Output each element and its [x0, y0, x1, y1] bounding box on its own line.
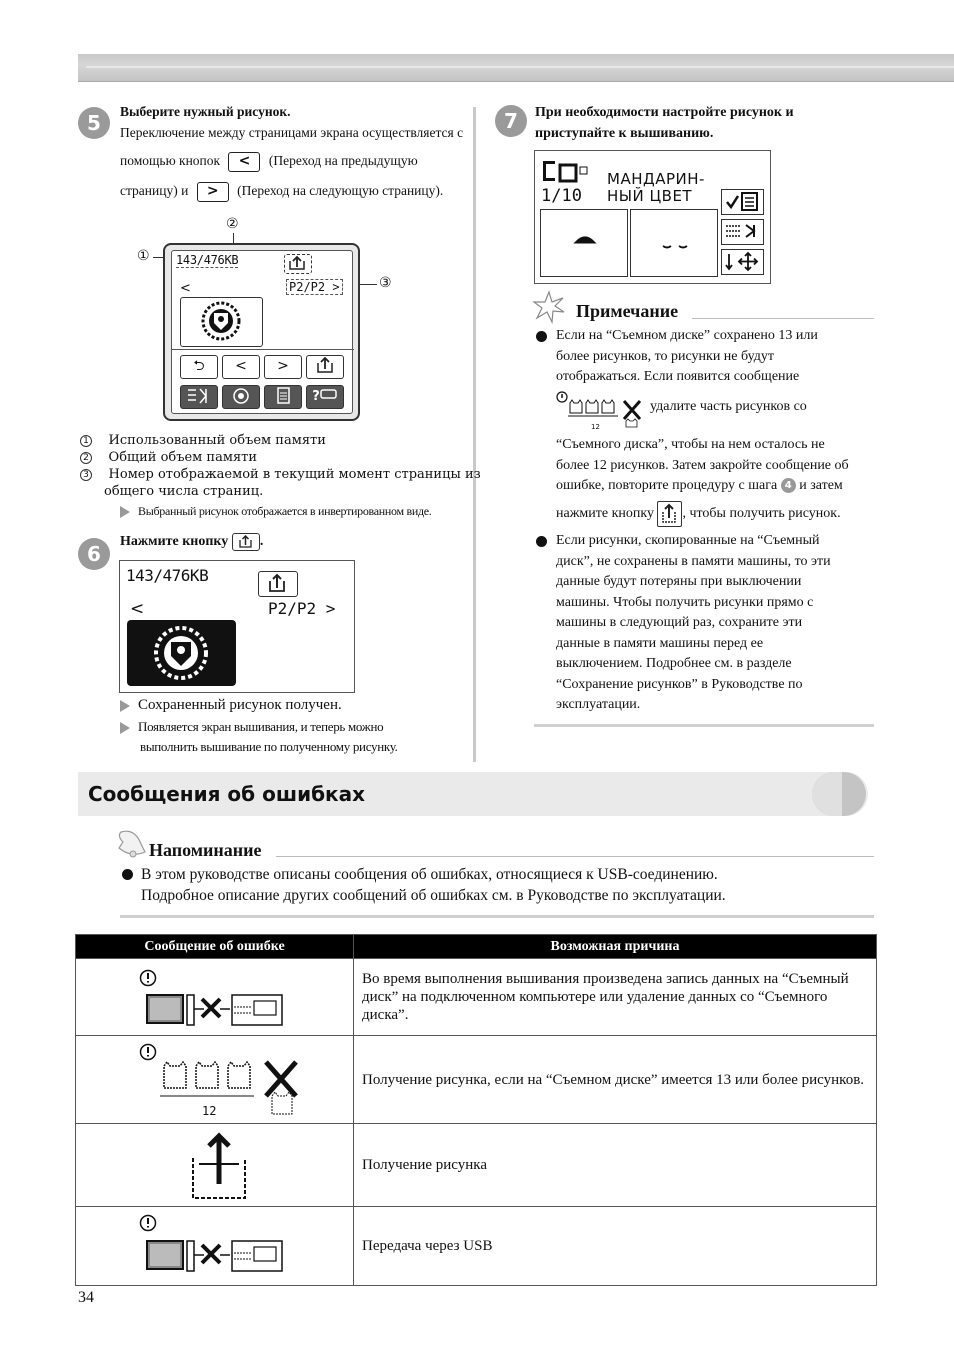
lcd-back-button[interactable]: ⮌ [180, 355, 218, 379]
lcd-color-name: МАНДАРИН- НЫЙ ЦВЕТ [607, 170, 705, 205]
reminder-title-rule [276, 856, 874, 857]
prev-page-button[interactable]: < [228, 152, 260, 172]
lcd-color-count: 1/10 [541, 186, 582, 206]
lcd-prev-button[interactable]: < [222, 355, 260, 379]
lcd-help-button[interactable]: ? [306, 385, 344, 409]
lcd-next-button[interactable]: > [264, 355, 302, 379]
step-number-6: 6 [78, 538, 110, 570]
error-icon-cell [76, 1124, 354, 1207]
lcd-screen-step6 [119, 560, 355, 693]
lcd-embroidery-edit-button[interactable] [180, 385, 218, 409]
table-row [76, 959, 877, 1036]
table-row [76, 1036, 877, 1124]
receive-pattern-icon [84, 1126, 344, 1204]
section-title: Сообщения об ошибках [88, 782, 366, 806]
pattern-preview-left [540, 209, 628, 277]
reminder-title: Напоминание [149, 840, 262, 860]
bullet-icon [536, 536, 547, 547]
selected-pattern-thumbnail[interactable] [127, 620, 236, 686]
cause-cell: Во время выполнения вышивания произведена запись данных на “Съемный диск” на подключенном компьютере или удаление данных со “Съемного диска”. [354, 959, 877, 1036]
lcd-memory-button[interactable] [264, 385, 302, 409]
header-bar [78, 54, 954, 82]
lcd-receive-button[interactable] [306, 355, 344, 379]
step6-result1: Сохраненный рисунок получен. [120, 697, 342, 714]
lcd-memory-readout: 143/476KB [126, 566, 209, 585]
table-row [76, 1124, 877, 1207]
pattern-thumbnail[interactable] [180, 297, 263, 347]
error-icon-cell [76, 1207, 354, 1286]
error-pc-write-icon [84, 961, 344, 1033]
error-icon-cell [76, 1036, 354, 1124]
receive-pattern-button-icon [657, 501, 682, 527]
lcd-memory-readout: 143/476KB [176, 253, 239, 267]
cause-cell: Получение рисунка [354, 1124, 877, 1207]
step5-line2: помощью кнопок < (Переход на предыдущую [120, 146, 418, 176]
note-bullet1-l8: нажмите кнопку , чтобы получить рисунок. [556, 501, 841, 527]
pattern-preview-right [630, 209, 718, 277]
callout-2: ② [226, 216, 239, 232]
error-too-many-patterns-icon: 12 [84, 1038, 344, 1122]
cause-cell: Получение рисунка, если на “Съемном диске” имеется 13 или более рисунков. [354, 1036, 877, 1124]
bullet-icon [122, 869, 133, 880]
step7-title: При необходимости настройте рисунок и приступайте к вышиванию. [535, 105, 794, 141]
note-title: Примечание [576, 301, 679, 321]
arrow-icon [120, 700, 130, 712]
note-bottom-rule [534, 724, 874, 727]
receive-icon [284, 254, 312, 274]
lcd-screen-step5 [163, 243, 360, 421]
step-number-5: 5 [78, 107, 110, 139]
legend-item-3-cont: общего числа страниц. [104, 484, 264, 499]
lcd-display [171, 250, 353, 414]
note-bullet1-cont: “Съемного диска”, чтобы на нем осталось не более 12 рисунков. Затем закройте сообщение об ошибке, повторите процедуру с шага 4 и затем [556, 437, 849, 493]
edit-stitch-button[interactable] [721, 219, 764, 245]
next-page-button[interactable]: > [197, 182, 229, 202]
step6-result2-cont: выполнить вышивание по полученному рисунку. [140, 739, 398, 754]
usb-transfer-icon [84, 1209, 344, 1283]
reminder-bottom-rule [120, 915, 874, 918]
callout-1: ① [137, 248, 150, 264]
lcd-pattern-button[interactable] [222, 385, 260, 409]
lcd-page-indicator: P2/P2 > [268, 599, 336, 618]
note-title-rule [692, 318, 874, 319]
column-divider [473, 107, 476, 762]
header-possible-cause: Возможная причина [354, 935, 877, 959]
legend-item-3: 3 Номер отображаемой в текущий момент страницы из [80, 466, 481, 483]
lcd-divider [172, 349, 354, 350]
step5-note: Выбранный рисунок отображается в инвертированном виде. [120, 504, 432, 519]
note-bullet1-l4: удалите часть рисунков со [650, 399, 807, 414]
legend-item-2: 2 Общий объем памяти [80, 449, 257, 466]
note-bullet1: Если на “Съемном диске” сохранено 13 или более рисунков, то рисунки не будут отображаться. Если появится сообщение [556, 328, 818, 384]
page-number: 34 [78, 1289, 94, 1306]
receive-icon [258, 571, 298, 597]
arrow-icon [120, 722, 130, 734]
lcd-prev-arrow[interactable]: < [180, 281, 191, 296]
callout-3: ③ [379, 275, 392, 291]
error-icon-cell [76, 959, 354, 1036]
cause-cell: Передача через USB [354, 1207, 877, 1286]
lcd-screen-step7 [534, 150, 771, 284]
lcd-page-indicator: P2/P2 > [286, 279, 343, 295]
step5-line3: страницу) и > (Переход на следующую страницу). [120, 176, 443, 206]
move-pattern-button[interactable] [721, 249, 764, 275]
check-button[interactable] [721, 189, 764, 215]
arrow-icon [120, 506, 130, 518]
step5-line1: Переключение между страницами экрана осуществляется с [120, 125, 464, 140]
error-messages-table [75, 934, 877, 1286]
step6-title: Нажмите кнопку . [120, 534, 264, 550]
error-too-many-patterns-icon: 12 [556, 391, 646, 431]
lcd-prev-arrow[interactable]: < [130, 599, 145, 619]
table-row [76, 1207, 877, 1286]
legend-item-1: 1 Использованный объем памяти [80, 432, 326, 449]
table-header-row [76, 935, 877, 959]
color-count-icon [540, 157, 590, 185]
receive-button-icon [232, 533, 260, 551]
reminder-bell-icon [113, 828, 147, 860]
step-ref-4: 4 [781, 478, 796, 493]
step6-result2: Появляется экран вышивания, и теперь можно [120, 719, 383, 735]
step5-title: Выберите нужный рисунок. [120, 104, 291, 119]
reminder-text: В этом руководстве описаны сообщения об ошибках, относящиеся к USB-соединению. Подробное описание других сообщений об ошибках см. в Руководстве по эксплуатации. [141, 866, 726, 904]
note-bullet2: Если рисунки, скопированные на “Съемный диск”, не сохранены в памяти машины, то эти данные будут потеряны при выключении машины. Чтобы получить рисунки прямо с машины в следующий раз, сохраните эти данные в памяти машины перед ее выключением. Подробнее см. в разделе “Сохранение рисунков” в Руководстве по эксплуатации. [556, 533, 831, 712]
bullet-icon [536, 331, 547, 342]
header-error-message: Сообщение об ошибке [76, 935, 354, 959]
step-number-7: 7 [495, 105, 527, 137]
note-star-icon [532, 290, 566, 324]
